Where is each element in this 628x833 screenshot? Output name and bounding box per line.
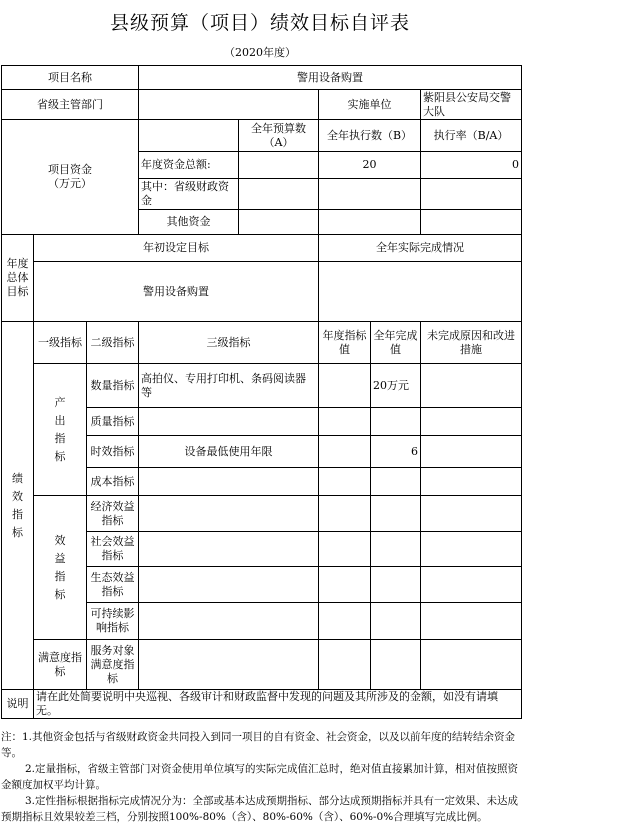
note-1: 注：1.其他资金包括与省级财政资金共同投入到同一项目的自有资金、社会资金，以及以前年度的结转结余资金等。 <box>1 731 516 759</box>
funds-exec-header: 全年执行数（B） <box>319 120 421 152</box>
reason-cell <box>421 567 522 603</box>
level3-cell: 高拍仪、专用打印机、条码阅读器等 <box>139 364 319 408</box>
form-title: 县级预算（项目）绩效目标自评表 <box>109 12 410 34</box>
done-cell <box>371 640 421 690</box>
funds-row-budget <box>239 210 319 235</box>
benefit-label: 效 益 指 标 <box>34 496 87 640</box>
reason-cell <box>421 532 522 567</box>
dept-label: 省级主管部门 <box>2 90 139 120</box>
annual-cell <box>319 532 371 567</box>
done-header: 全年完成值 <box>371 322 421 364</box>
annual-header: 年度指标值 <box>319 322 371 364</box>
funds-blank-header <box>139 120 239 152</box>
funds-row-rate <box>421 210 522 235</box>
level3-cell <box>139 532 319 567</box>
reason-header: 未完成原因和改进措施 <box>421 322 522 364</box>
funds-row-label: 其中：省级财政资金 <box>139 179 239 210</box>
funds-row-budget <box>239 179 319 210</box>
goal-label: 年度 总体 目标 <box>2 235 34 322</box>
annual-cell <box>319 408 371 436</box>
annual-cell <box>319 364 371 408</box>
level2-cell: 质量指标 <box>87 408 139 436</box>
note-3: 3.定性指标根据指标完成情况分为：全部或基本达成预期指标、部分达成预期指标并具有一定效果、未达成预期指标且效果较差三档，分别按照100%-80%（含）、80%-60%（含）、60%-0%合理填写完成比例。 <box>1 795 519 823</box>
project-name-label: 项目名称 <box>2 66 139 90</box>
note-2: 2.定量指标，省级主管部门对资金使用单位填写的实际完成值汇总时，绝对值直接累加计算，相对值按照资金额度加权平均计算。 <box>1 763 519 791</box>
reason-cell <box>421 468 522 496</box>
funds-row-rate: 0 <box>421 152 522 179</box>
dept-value <box>139 90 319 120</box>
goal-actual-header: 全年实际完成情况 <box>319 235 522 262</box>
goal-initial-value: 警用设备购置 <box>34 262 319 322</box>
level3-cell <box>139 408 319 436</box>
funds-label: 项目资金 （万元） <box>2 120 139 235</box>
level3-cell: 设备最低使用年限 <box>139 436 319 468</box>
level3-cell <box>139 603 319 640</box>
level2-cell: 可持续影响指标 <box>87 603 139 640</box>
level2-cell: 社会效益指标 <box>87 532 139 567</box>
annual-cell <box>319 567 371 603</box>
done-cell: 6 <box>371 436 421 468</box>
done-cell: 20万元 <box>371 364 421 408</box>
level3-header: 三级指标 <box>139 322 319 364</box>
goal-actual-value <box>319 262 522 322</box>
annual-cell <box>319 496 371 532</box>
reason-cell <box>421 364 522 408</box>
annual-cell <box>319 436 371 468</box>
funds-row-label: 其他资金 <box>139 210 239 235</box>
annual-cell <box>319 468 371 496</box>
annual-cell <box>319 603 371 640</box>
level2-cell: 服务对象满意度指标 <box>87 640 139 690</box>
level2-cell: 生态效益指标 <box>87 567 139 603</box>
reason-cell <box>421 408 522 436</box>
level3-cell <box>139 468 319 496</box>
satisfaction-label: 满意度指标 <box>34 640 87 690</box>
level2-cell: 成本指标 <box>87 468 139 496</box>
reason-cell <box>421 436 522 468</box>
level2-cell: 时效指标 <box>87 436 139 468</box>
funds-row-label: 年度资金总额: <box>139 152 239 179</box>
done-cell <box>371 468 421 496</box>
reason-cell <box>421 603 522 640</box>
explain-label: 说明 <box>2 690 34 719</box>
project-name-value: 警用设备购置 <box>139 66 522 90</box>
funds-row-exec <box>319 179 421 210</box>
level2-cell: 数量指标 <box>87 364 139 408</box>
footnotes <box>1 729 523 825</box>
annual-cell <box>319 640 371 690</box>
level2-header: 二级指标 <box>87 322 139 364</box>
done-cell <box>371 532 421 567</box>
reason-cell <box>421 496 522 532</box>
funds-row-rate <box>421 179 522 210</box>
form-year: （2020年度） <box>224 46 296 59</box>
level3-cell <box>139 567 319 603</box>
level2-cell: 经济效益指标 <box>87 496 139 532</box>
done-cell <box>371 567 421 603</box>
impl-value: 紫阳县公安局交警大队 <box>421 90 522 120</box>
done-cell <box>371 408 421 436</box>
impl-label: 实施单位 <box>319 90 421 120</box>
perf-label: 绩 效 指 标 <box>2 322 34 690</box>
reason-cell <box>421 640 522 690</box>
funds-rate-header: 执行率（B/A） <box>421 120 522 152</box>
explain-text: 请在此处简要说明中央巡视、各级审计和财政监督中发现的问题及其所涉及的金额，如没有请填无。 <box>34 690 522 719</box>
done-cell <box>371 496 421 532</box>
level1-header: 一级指标 <box>34 322 87 364</box>
evaluation-table <box>1 65 522 719</box>
funds-budget-header: 全年预算数（A） <box>239 120 319 152</box>
funds-row-exec <box>319 210 421 235</box>
funds-row-exec: 20 <box>319 152 421 179</box>
output-label: 产 出 指 标 <box>34 364 87 496</box>
goal-initial-header: 年初设定目标 <box>34 235 319 262</box>
done-cell <box>371 603 421 640</box>
level3-cell <box>139 496 319 532</box>
level3-cell <box>139 640 319 690</box>
funds-row-budget <box>239 152 319 179</box>
